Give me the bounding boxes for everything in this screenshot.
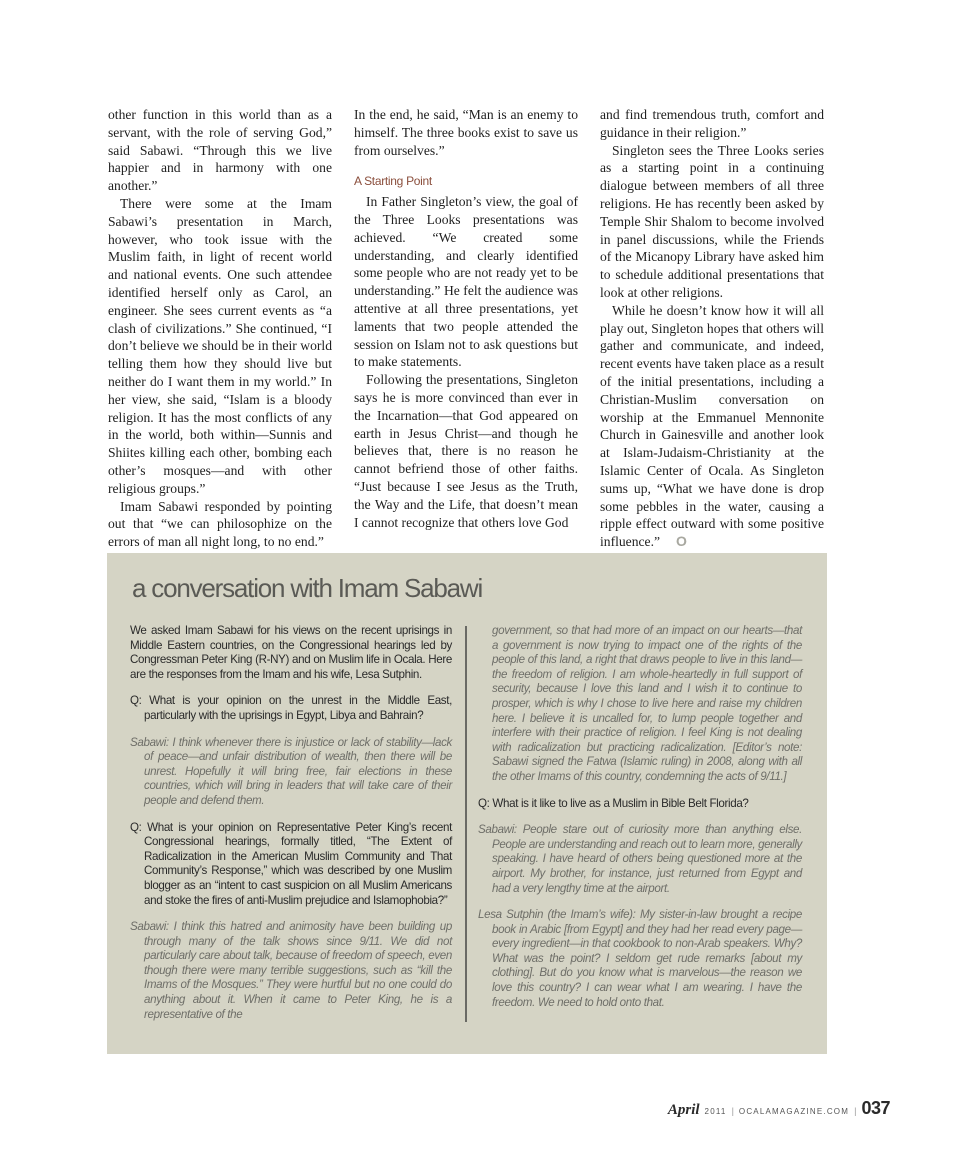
interview-answer: Sabawi: I think whenever there is injustice or lack of stability—lack of peace—and unfair distribution of wealth, then there will be unrest. Hopefully it will bring free, fair elections in these countries, which will bring in leaders that will take care of their people and defend them. bbox=[130, 735, 452, 807]
sidebar-column-right bbox=[478, 624, 802, 1022]
interview-answer: Sabawi: People stare out of curiosity more than anything else. People are understanding and reach out to learn more, generally speaking. I have heard of others being questioned more at the airport. My brother, for instance, just returned from Egypt and had a very lengthy time at the airport. bbox=[478, 823, 802, 895]
article-column-2 bbox=[354, 106, 578, 531]
end-mark-icon: O bbox=[676, 533, 687, 550]
article-paragraph: Following the presentations, Singleton says he is more convinced than ever in the Incarnation—that God appeared on earth in Jesus Christ—and though he believes that, there is no reason he cannot befriend those of other faiths. “Just because I see Jesus as the Truth, the Way and the Life, that doesn’t mean I cannot recognize that others love God bbox=[354, 372, 578, 530]
sidebar-intro: We asked Imam Sabawi for his views on the recent uprisings in Middle Eastern countries, on the Congressional hearings led by Congressman Peter King (R-NY) and on Muslim life in Ocala. Here are the responses from the Imam and his wife, Lesa Sutphin. bbox=[130, 624, 452, 681]
interview-question: Q: What is your opinion on the unrest in the Middle East, particularly with the uprisings in Egypt, Libya and Bahrain? bbox=[130, 694, 452, 722]
interview-answer: Lesa Sutphin (the Imam’s wife): My sister-in-law brought a recipe book in Arabic [from Egypt] and they had her read every page—every ingredient—in that cookbook to non-Arab speakers. Why? What was the point? I seldom get rude remarks [about my clothing]. But do you know what is marvelous—the reason we love this country? I can wear what I am wearing. I have the freedom. We need to hold onto that. bbox=[478, 908, 802, 1009]
page-number: 037 bbox=[861, 1098, 890, 1118]
article-paragraph: There were some at the Imam Sabawi’s presentation in March, however, who took issue with the Muslim faith, in light of recent world and national events. One such attendee identified herself only as Carol, an engineer. She sees current events as “a clash of civilizations.” She continued, “I don’t believe we should be in their world telling them how they should live but neither do I want them in my world.” In her view, she said, “Islam is a bloody religion. It has the most conflicts of any in the world, both within—Sunnis and Shiites killing each other, bombing each other’s mosques—and with other religious groups.” bbox=[108, 195, 332, 496]
article-paragraph: Singleton sees the Three Looks series as a starting point in a continuing dialogue between members of all three religions. He has recently been asked by Temple Shir Shalom to become involved in panel discussions, while the Friends of the Micanopy Library have asked him to schedule additional presentations that look at other religions. bbox=[600, 142, 824, 300]
sidebar-column-left bbox=[130, 624, 452, 1034]
column-divider bbox=[465, 626, 467, 1022]
footer-separator: | bbox=[731, 1106, 734, 1116]
article-paragraph: and find tremendous truth, comfort and guidance in their religion.” bbox=[600, 107, 824, 140]
page-footer bbox=[668, 1098, 890, 1119]
interview-question: Q: What is it like to live as a Muslim in Bible Belt Florida? bbox=[478, 796, 749, 810]
article-paragraph: Imam Sabawi responded by pointing out that “we can philosophize on the errors of man all night long, to no end.” bbox=[108, 498, 332, 550]
article-subhead: A Starting Point bbox=[354, 174, 432, 189]
article-paragraph-text: While he doesn’t know how it will all play out, Singleton hopes that others will gather and communicate, and indeed, recent events have taken place as a result of the initial presentations, including a Christian-Muslim conversation on worship at the Emmanuel Mennonite Church in Gainesville and another look at Islam-Judaism-Christianity at the Islamic Center of Ocala. As Singleton sums up, “What we have done is drop some pebbles in the water, causing a ripple effect outward with some positive influence.” bbox=[600, 302, 824, 550]
article-column-3 bbox=[600, 106, 824, 551]
footer-month: April bbox=[667, 1102, 700, 1118]
sidebar-title: a conversation with Imam Sabawi bbox=[132, 573, 483, 603]
article-paragraph: In Father Singleton’s view, the goal of the Three Looks presentations was achieved. “We created some understanding, and clearly identified some people who are not ready yet to be understanding.” He felt the audience was attentive at all three presentations, yet laments that two people attended the session on Islam not to ask questions but to make statements. bbox=[354, 194, 578, 370]
article-paragraph: other function in this world than as a servant, with the role of serving God,” said Sabawi. “Through this we live happier and in harmony with one another.” bbox=[108, 107, 332, 194]
footer-site: OCALAMAGAZINE.COM bbox=[738, 1107, 850, 1116]
interview-answer-continued: government, so that had more of an impact on our hearts—that a government is now trying to impact one of the rights of the people of this land, a right that draws people to live in this land—the freedom of religion. I am whole-heartedly in full support of security, because I love this land and I wish it to continue to prosper, which is why I chose to live here and raise my children here. I believe it is uncalled for, to lump people together and interfere with their practice of religion. I feel King is not dealing with radicalization but practicing radicalization. [Editor’s note: Sabawi signed the Fatwa (Islamic ruling) in 2008, along with all the other Imams of this country, condemning the acts of 9/11.] bbox=[492, 624, 802, 783]
interview-question: Q: What is your opinion on Representative Peter King’s recent Congressional hearings, formally titled, “The Extent of Radicalization in the American Muslim Community and That Community’s Response,” which was described by one Muslim blogger as an “intent to cast suspicion on all Muslim Americans and stoke the fires of anti-Muslim prejudice and Islamophobia?” bbox=[130, 820, 452, 907]
article-paragraph: In the end, he said, “Man is an enemy to himself. The three books exist to save us from ourselves.” bbox=[354, 107, 578, 158]
footer-separator: | bbox=[854, 1106, 857, 1116]
article-paragraph bbox=[600, 302, 824, 551]
article-column-1 bbox=[108, 106, 332, 551]
footer-year: 2011 bbox=[704, 1107, 727, 1116]
sidebar-box bbox=[107, 553, 827, 1054]
interview-answer: Sabawi: I think this hatred and animosity have been building up through many of the talk shows since 9/11. We did not particularly care about talk, because of freedom of speech, even though there were many terrible suggestions, such as “kill the Imams of the Mosques.” They were hurtful but no one could do anything about it. When it came to Peter King, he is a representative of the bbox=[130, 920, 452, 1021]
